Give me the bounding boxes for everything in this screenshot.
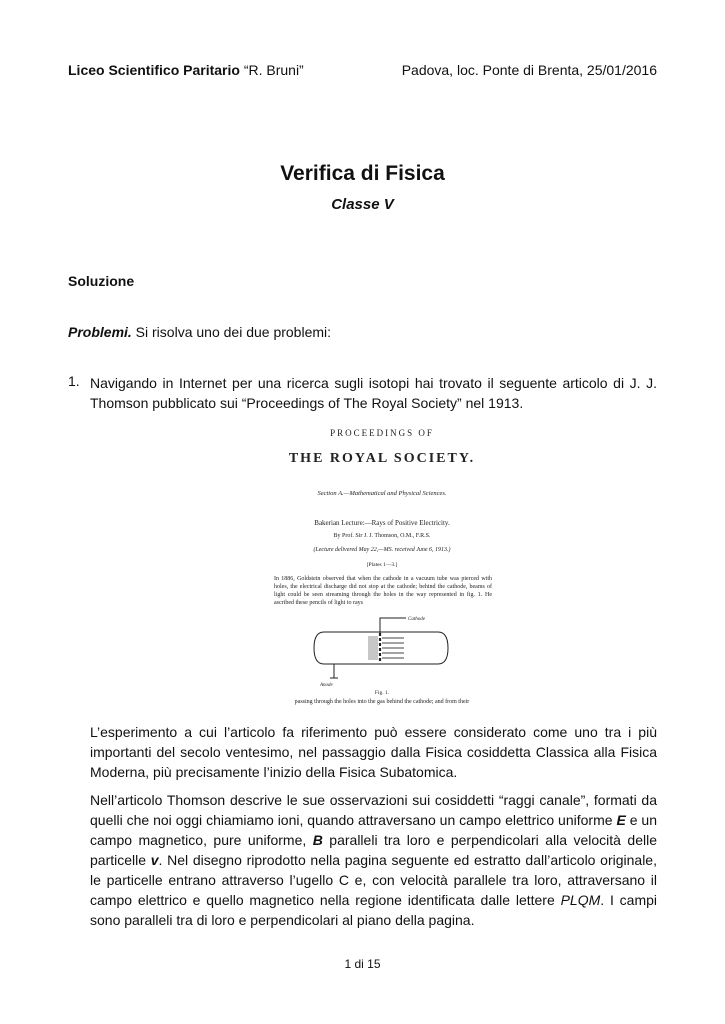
paragraph-2-part-e: . I campi sono paralleli tra di loro e perpendicolari al piano della pagina. [90, 892, 658, 928]
page-number: 1 di 15 [344, 957, 381, 971]
header-school [68, 62, 304, 78]
paragraph-1: L’esperimento a cui l’articolo fa riferimento può essere considerato come uno tra i più importanti del secolo ventesimo, nel passaggio dalla Fisica cosiddetta Classica alla Fisica Moderna, più precisamente l’inizio della Fisica Subatomica. [90, 724, 657, 780]
article-figure-label: Fig. 1. [374, 690, 390, 696]
section-heading: Soluzione [68, 273, 135, 289]
paragraph-2-part-c: paralleli tra loro e perpendicolari alla velocità delle particelle [90, 832, 657, 868]
article-delivered: (Lecture delivered May 22,—MS. received June 6, 1913.) [313, 547, 451, 553]
discharge-tube-figure [310, 610, 455, 690]
problems-text: Si risolva uno dei due problemi: [131, 324, 332, 340]
problems-label: Problemi. [68, 324, 132, 340]
anode-label: Anode [320, 683, 333, 688]
article-section: Section A.—Mathematical and Physical Sciences. [317, 490, 447, 497]
page-title: Verifica di Fisica [280, 162, 445, 185]
symbol-E: E [616, 812, 626, 828]
cathode-label: Cathode [408, 617, 425, 622]
article-royal-society: THE ROYAL SOCIETY. [288, 451, 476, 466]
symbol-v: v [150, 852, 159, 868]
article-proceedings: PROCEEDINGS OF [330, 428, 434, 438]
paragraph-2-part-d: . Nel disegno riprodotto nella pagina seguente ed estratto dall’articolo originale, le particelle entrano attraverso l’ugello C e, con velocità parallele tra loro, attraversano il campo elettrico e quello magnetico nella regione identificata dalle lettere [90, 852, 657, 908]
paragraph-2-part-a: Nell’articolo Thomson descrive le sue osservazioni sui cosiddetti “raggi canale”, formati da quelli che noi oggi chiamiamo ioni, quando attraversano un campo elettrico uniforme [90, 792, 657, 828]
header-school-name: “R. Bruni” [239, 62, 304, 78]
symbol-B: B [312, 832, 323, 848]
article-plates: [Plates 1—3.] [366, 562, 398, 568]
list-item-number: 1. [68, 373, 80, 389]
page-subtitle: Classe V [331, 196, 394, 213]
problems-intro [68, 324, 331, 340]
article-body: In 1886, Goldstein observed that when the cathode in a vacuum tube was pierced with holes, the electrical discharge did not stop at the cathode; behind the cathode, beams of light could be seen streaming through the holes in the way represented in fig. 1. He ascribed these pencils of light to rays [274, 576, 492, 606]
article-scan [262, 418, 502, 708]
region-plqm: PLQM [560, 892, 601, 908]
article-lecture-title: Bakerian Lecture:—Rays of Positive Electricity. [314, 519, 450, 527]
article-last-line: passing through the holes into the gas behind the cathode; and from their [294, 699, 470, 705]
header-place-date: Padova, loc. Ponte di Brenta, 25/01/2016 [401, 62, 657, 78]
paragraph-2-part-b: e un campo magnetico, pure uniforme, [90, 812, 657, 848]
article-author: By Prof. Sir J. J. Thomson, O.M., F.R.S. [333, 533, 431, 539]
list-item-text: Navigando in Internet per una ricerca sugli isotopi hai trovato il seguente articolo di J. J. Thomson pubblicato sui “Proceedings of The Royal Society” nel 1913. [90, 375, 657, 411]
header-school-bold: Liceo Scientifico Paritario [68, 62, 240, 78]
paragraph-2 [90, 790, 657, 930]
